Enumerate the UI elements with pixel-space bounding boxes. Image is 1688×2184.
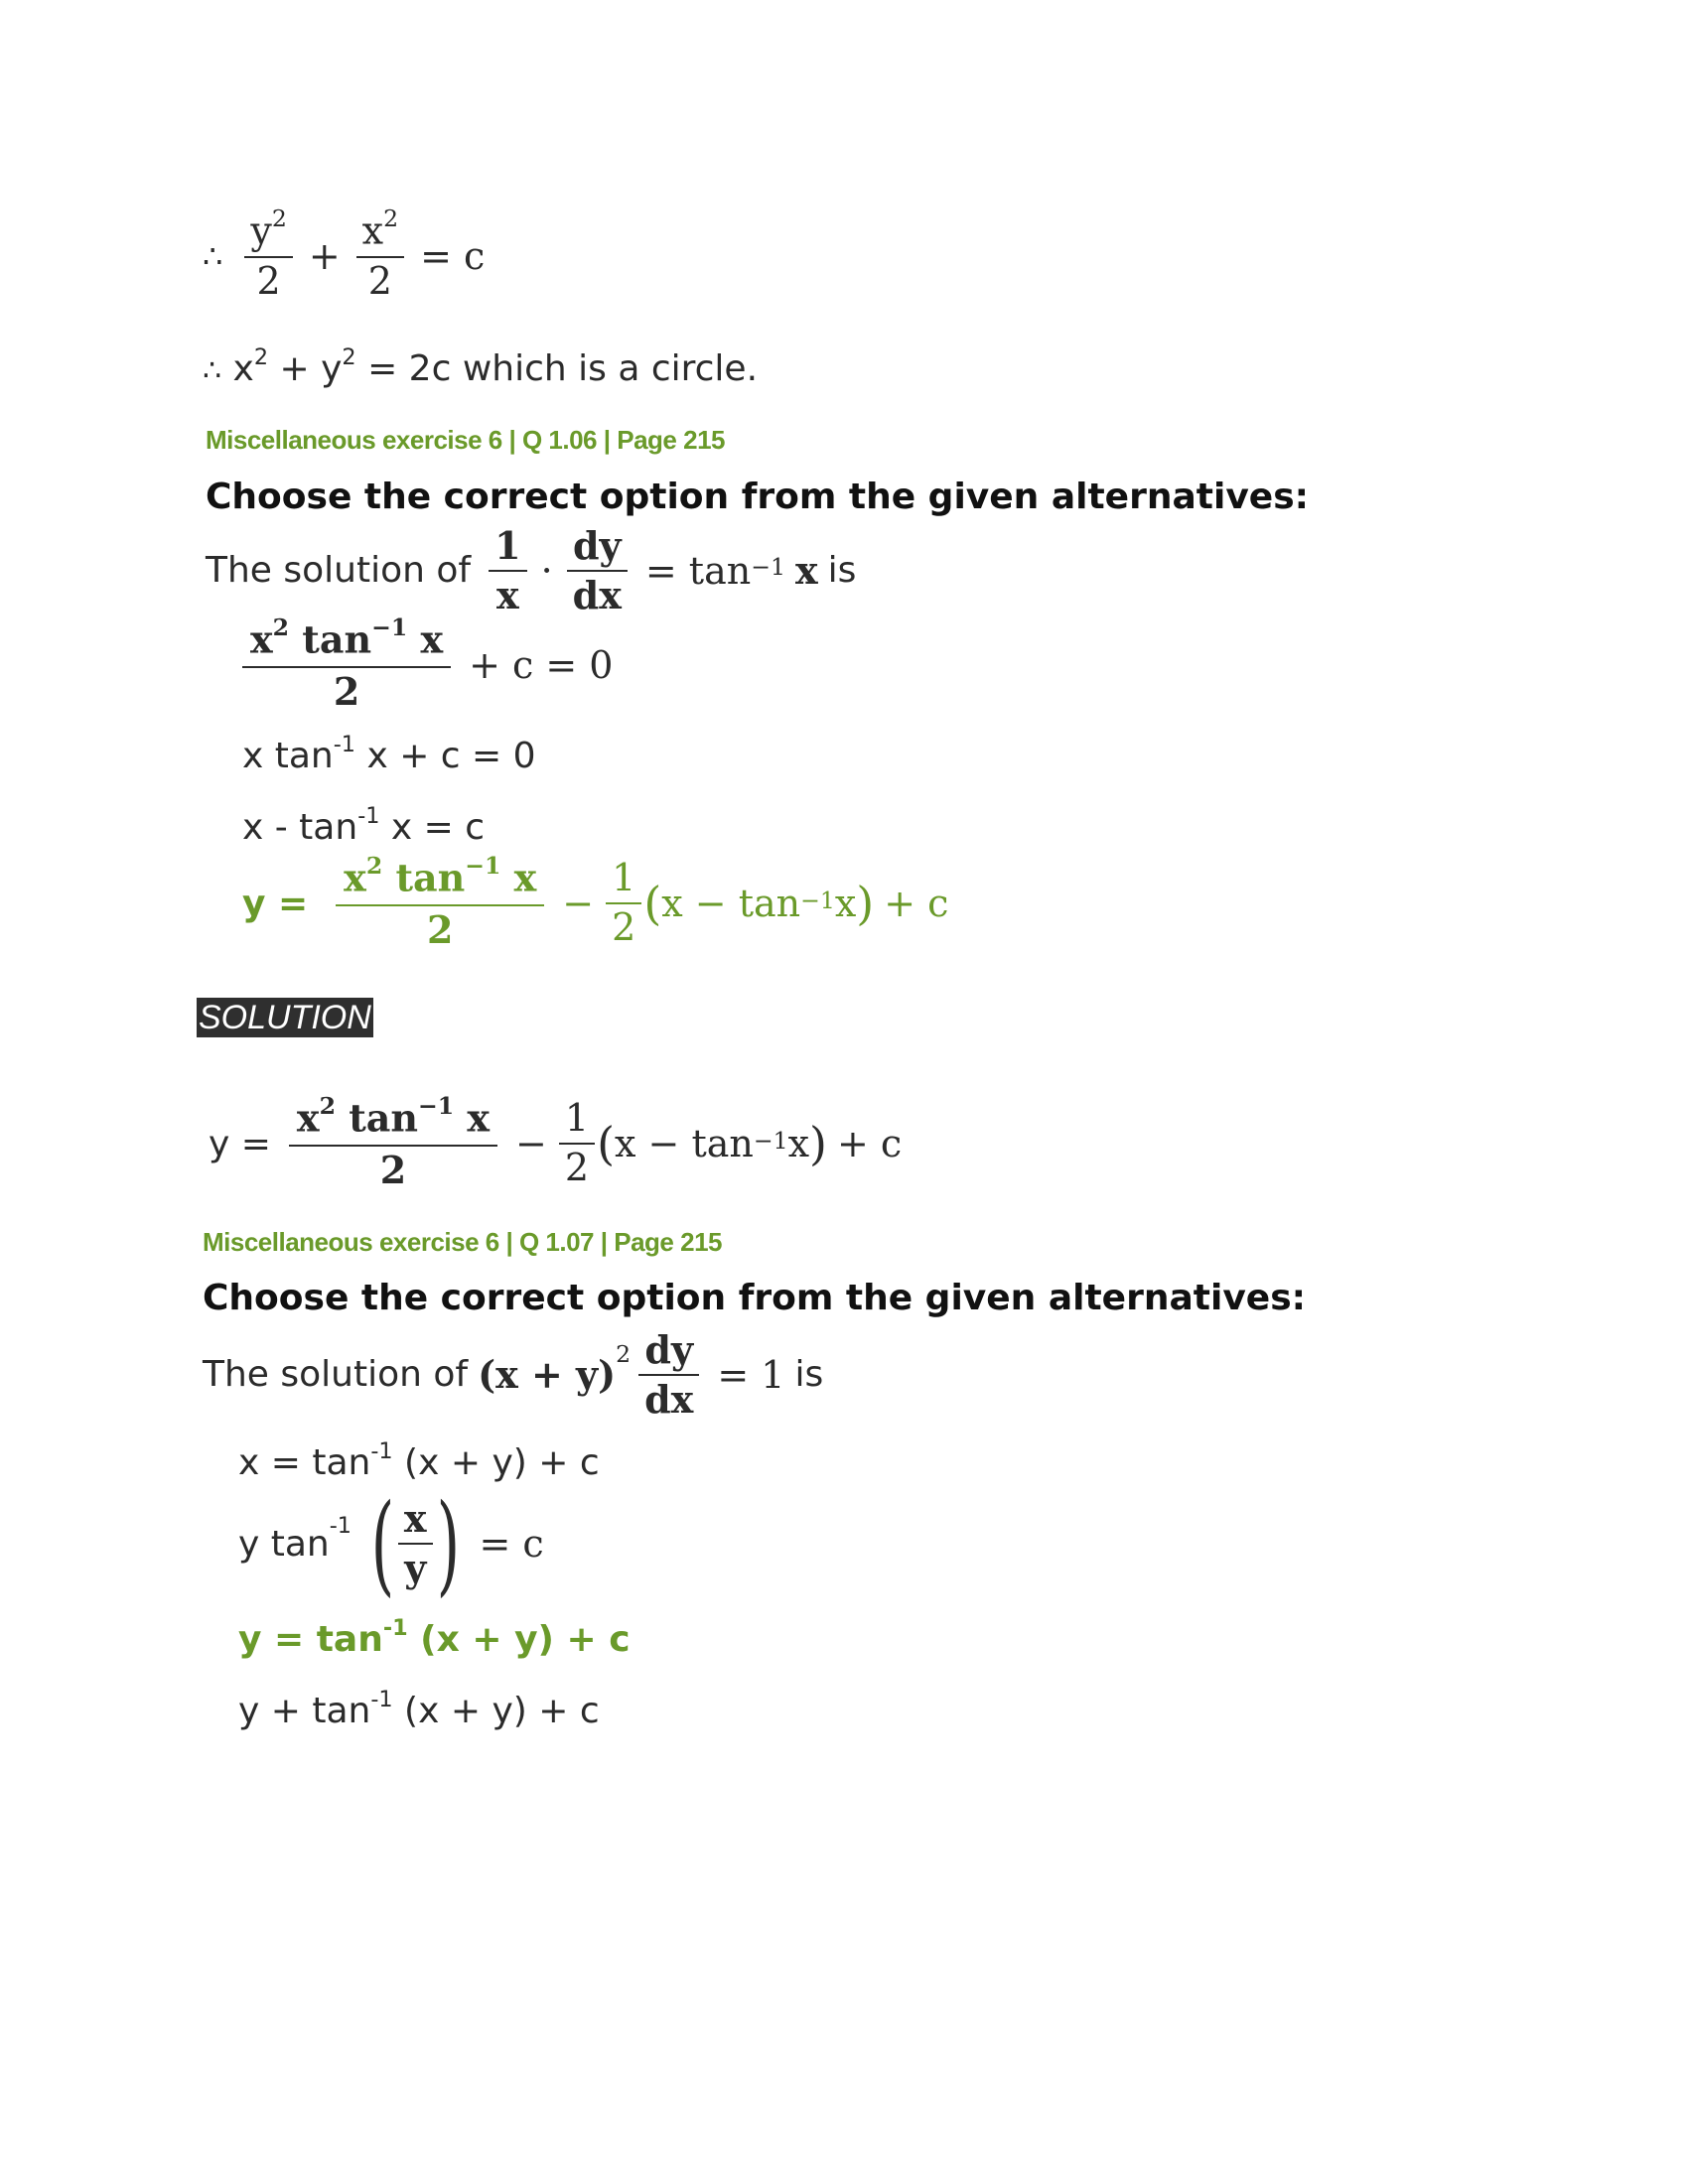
- question-meta-link[interactable]: Miscellaneous exercise 6 | Q 1.07 | Page 215: [203, 1227, 722, 1257]
- option-b[interactable]: y tan $^{-1}$ ( $\frac{x}{y}$ ) = c: [238, 1480, 544, 1607]
- question-text: The solution of $\frac{1}{x}$ · $\frac{dy}{dx}$ = tan $^{-1}$ x is: [206, 523, 857, 617]
- fraction-x-squared-over-2: $\frac{x^2}{2}$: [356, 210, 404, 301]
- fraction-dy-over-dx: $\frac{dy}{dx}$: [567, 526, 628, 615]
- equation-sum-of-halves: [203, 205, 486, 303]
- solution-label: SOLUTION: [199, 999, 371, 1036]
- option-d[interactable]: $y + \tan^{-1} (x + y) + c$: [238, 1686, 600, 1731]
- solution-equation: y = $\frac{x^2 \tan^{-1} x}{2}$ − $\frac{1}{2}$ ( x − tan $^{-1}$ x ) + c: [209, 1092, 903, 1192]
- question-meta-link[interactable]: Miscellaneous exercise 6 | Q 1.06 | Page 215: [206, 425, 725, 455]
- question-heading: Choose the correct option from the given alternatives:: [203, 1278, 1307, 1318]
- option-c[interactable]: $x - \tan^{-1} x = c$: [242, 802, 486, 848]
- question-text: The solution of (x + y) $^2$ $\frac{dy}{dx}$ = 1 is: [203, 1327, 824, 1422]
- option-c-correct[interactable]: $y = \tan^{-1} (x + y) + c$: [238, 1614, 631, 1660]
- fraction-dy-over-dx: $\frac{dy}{dx}$: [638, 1330, 699, 1420]
- option-a[interactable]: $x = \tan^{-1} (x + y) + c$: [238, 1437, 600, 1483]
- option-a[interactable]: $\frac{x^2 \tan^{-1} x}{2}$ + c = 0: [242, 619, 614, 711]
- option-b[interactable]: x $\tan^{-1} x + c = 0$: [242, 731, 536, 776]
- question-heading: Choose the correct option from the given alternatives:: [206, 477, 1310, 517]
- circle-conclusion: ∴ $x^2 + y^2 = 2c$ which is a circle.: [203, 343, 759, 389]
- therefore-symbol: ∴: [203, 236, 223, 275]
- fraction-1-over-x: $\frac{1}{x}$: [489, 526, 526, 615]
- equals-c: = c: [420, 233, 486, 278]
- fraction-y-squared-over-2: $\frac{y^2}{2}$: [244, 210, 292, 301]
- option-d-correct[interactable]: y = $\frac{x^2 \tan^{-1} x}{2}$ − $\frac{1}{2}$ ( x − tan $^{-1}$ x ) + c: [242, 852, 949, 952]
- plus-sign: +: [308, 233, 341, 278]
